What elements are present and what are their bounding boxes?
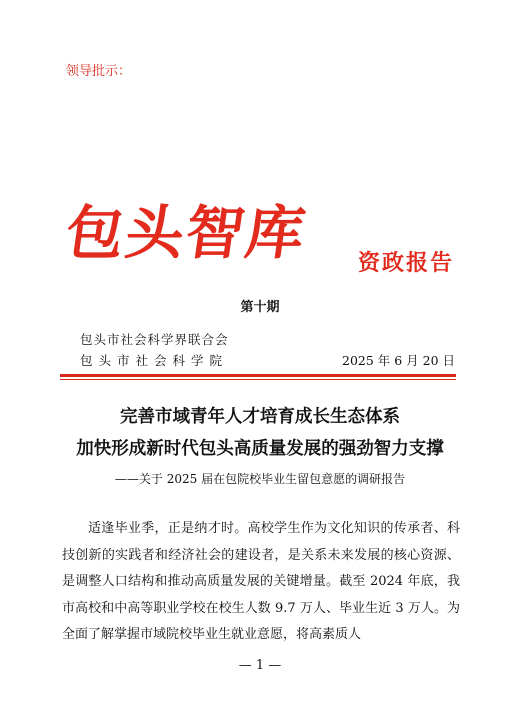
body-text <box>62 516 460 649</box>
header-divider-thick <box>60 374 456 377</box>
page-number: — 1 — <box>238 658 282 673</box>
org-name-2: 包头市社会科学院 <box>80 353 229 368</box>
report-subtitle: ——关于 2025 届在包院校毕业生留包意愿的调研报告 <box>114 472 406 486</box>
report-title-line-1: 完善市域青年人才培育成长生态体系 <box>120 407 400 427</box>
header-divider-thin <box>60 379 456 380</box>
body-paragraph: 适逢毕业季，正是纳才时。高校学生作为文化知识的传承者、科技创新的实践者和经济社会的建设者，是关系未来发展的核心资源、是调整人口结构和推动高质量发展的关键增量。截至 2024 年底，我市高校和中高等职业学校在校生人数 9.7 万人、毕业生近 3 万人。为全面了解掌握市域院校毕业生就业意愿，将高素质人 <box>62 521 460 642</box>
org-name-1: 包头市社会科学界联合会 <box>80 332 229 347</box>
leader-instruction-label: 领导批示： <box>66 64 132 79</box>
publish-date: 2025 年 6 月 20 日 <box>342 353 456 368</box>
brand-subtitle: 资政报告 <box>358 251 455 276</box>
brand-title: 包头智库 <box>61 199 311 267</box>
issue-number: 第十期 <box>240 300 280 315</box>
report-title-line-2: 加快形成新时代包头高质量发展的强劲智力支撑 <box>76 439 444 459</box>
